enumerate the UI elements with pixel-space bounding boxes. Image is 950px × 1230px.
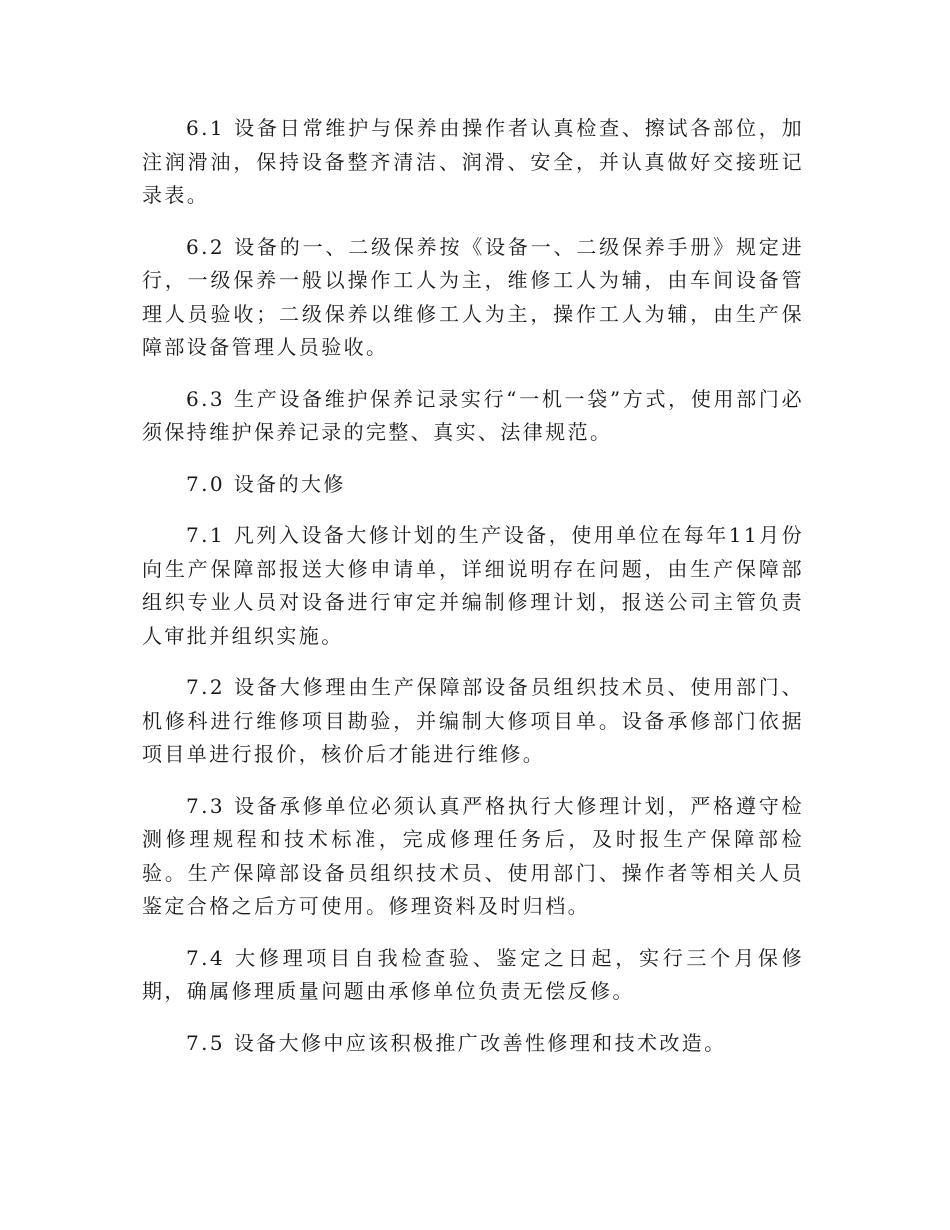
paragraph-7-1: 7.1 凡列入设备大修计划的生产设备，使用单位在每年11月份向生产保障部报送大修申请单，详细说明存在问题，由生产保障部组织专业人员对设备进行审定并编制修理计划，报送公司主管负责人审批并组织实施。	[142, 523, 804, 648]
paragraph-7-2: 7.2 设备大修理由生产保障部设备员组织技术员、使用部门、机修科进行维修项目勘验，并编制大修项目单。设备承修部门依据项目单进行报价，核价后才能进行维修。	[142, 675, 804, 766]
paragraph-6-2: 6.2 设备的一、二级保养按《设备一、二级保养手册》规定进行，一级保养一般以操作工人为主，维修工人为辅，由车间设备管理人员验收；二级保养以维修工人为主，操作工人为辅，由生产保障部设备管理人员验收。	[142, 234, 804, 359]
paragraph-6-1: 6.1 设备日常维护与保养由操作者认真检查、擦试各部位，加注润滑油，保持设备整齐清洁、润滑、安全，并认真做好交接班记录表。	[142, 116, 804, 207]
paragraph-7-3: 7.3 设备承修单位必须认真严格执行大修理计划，严格遵守检测修理规程和技术标准，完成修理任务后，及时报生产保障部检验。生产保障部设备员组织技术员、使用部门、操作者等相关人员鉴定合格之后方可使用。修理资料及时归档。	[142, 793, 804, 918]
paragraph-7-4: 7.4 大修理项目自我检查验、鉴定之日起，实行三个月保修期，确属修理质量问题由承修单位负责无偿反修。	[142, 945, 804, 1003]
paragraph-7-5: 7.5 设备大修中应该积极推广改善性修理和技术改造。	[186, 1030, 727, 1055]
paragraph-6-3: 6.3 生产设备维护保养记录实行“一机一袋”方式，使用部门必须保持维护保养记录的完整、真实、法律规范。	[142, 386, 804, 444]
section-heading-7-0: 7.0 设备的大修	[186, 471, 346, 496]
document-page	[142, 112, 804, 1078]
